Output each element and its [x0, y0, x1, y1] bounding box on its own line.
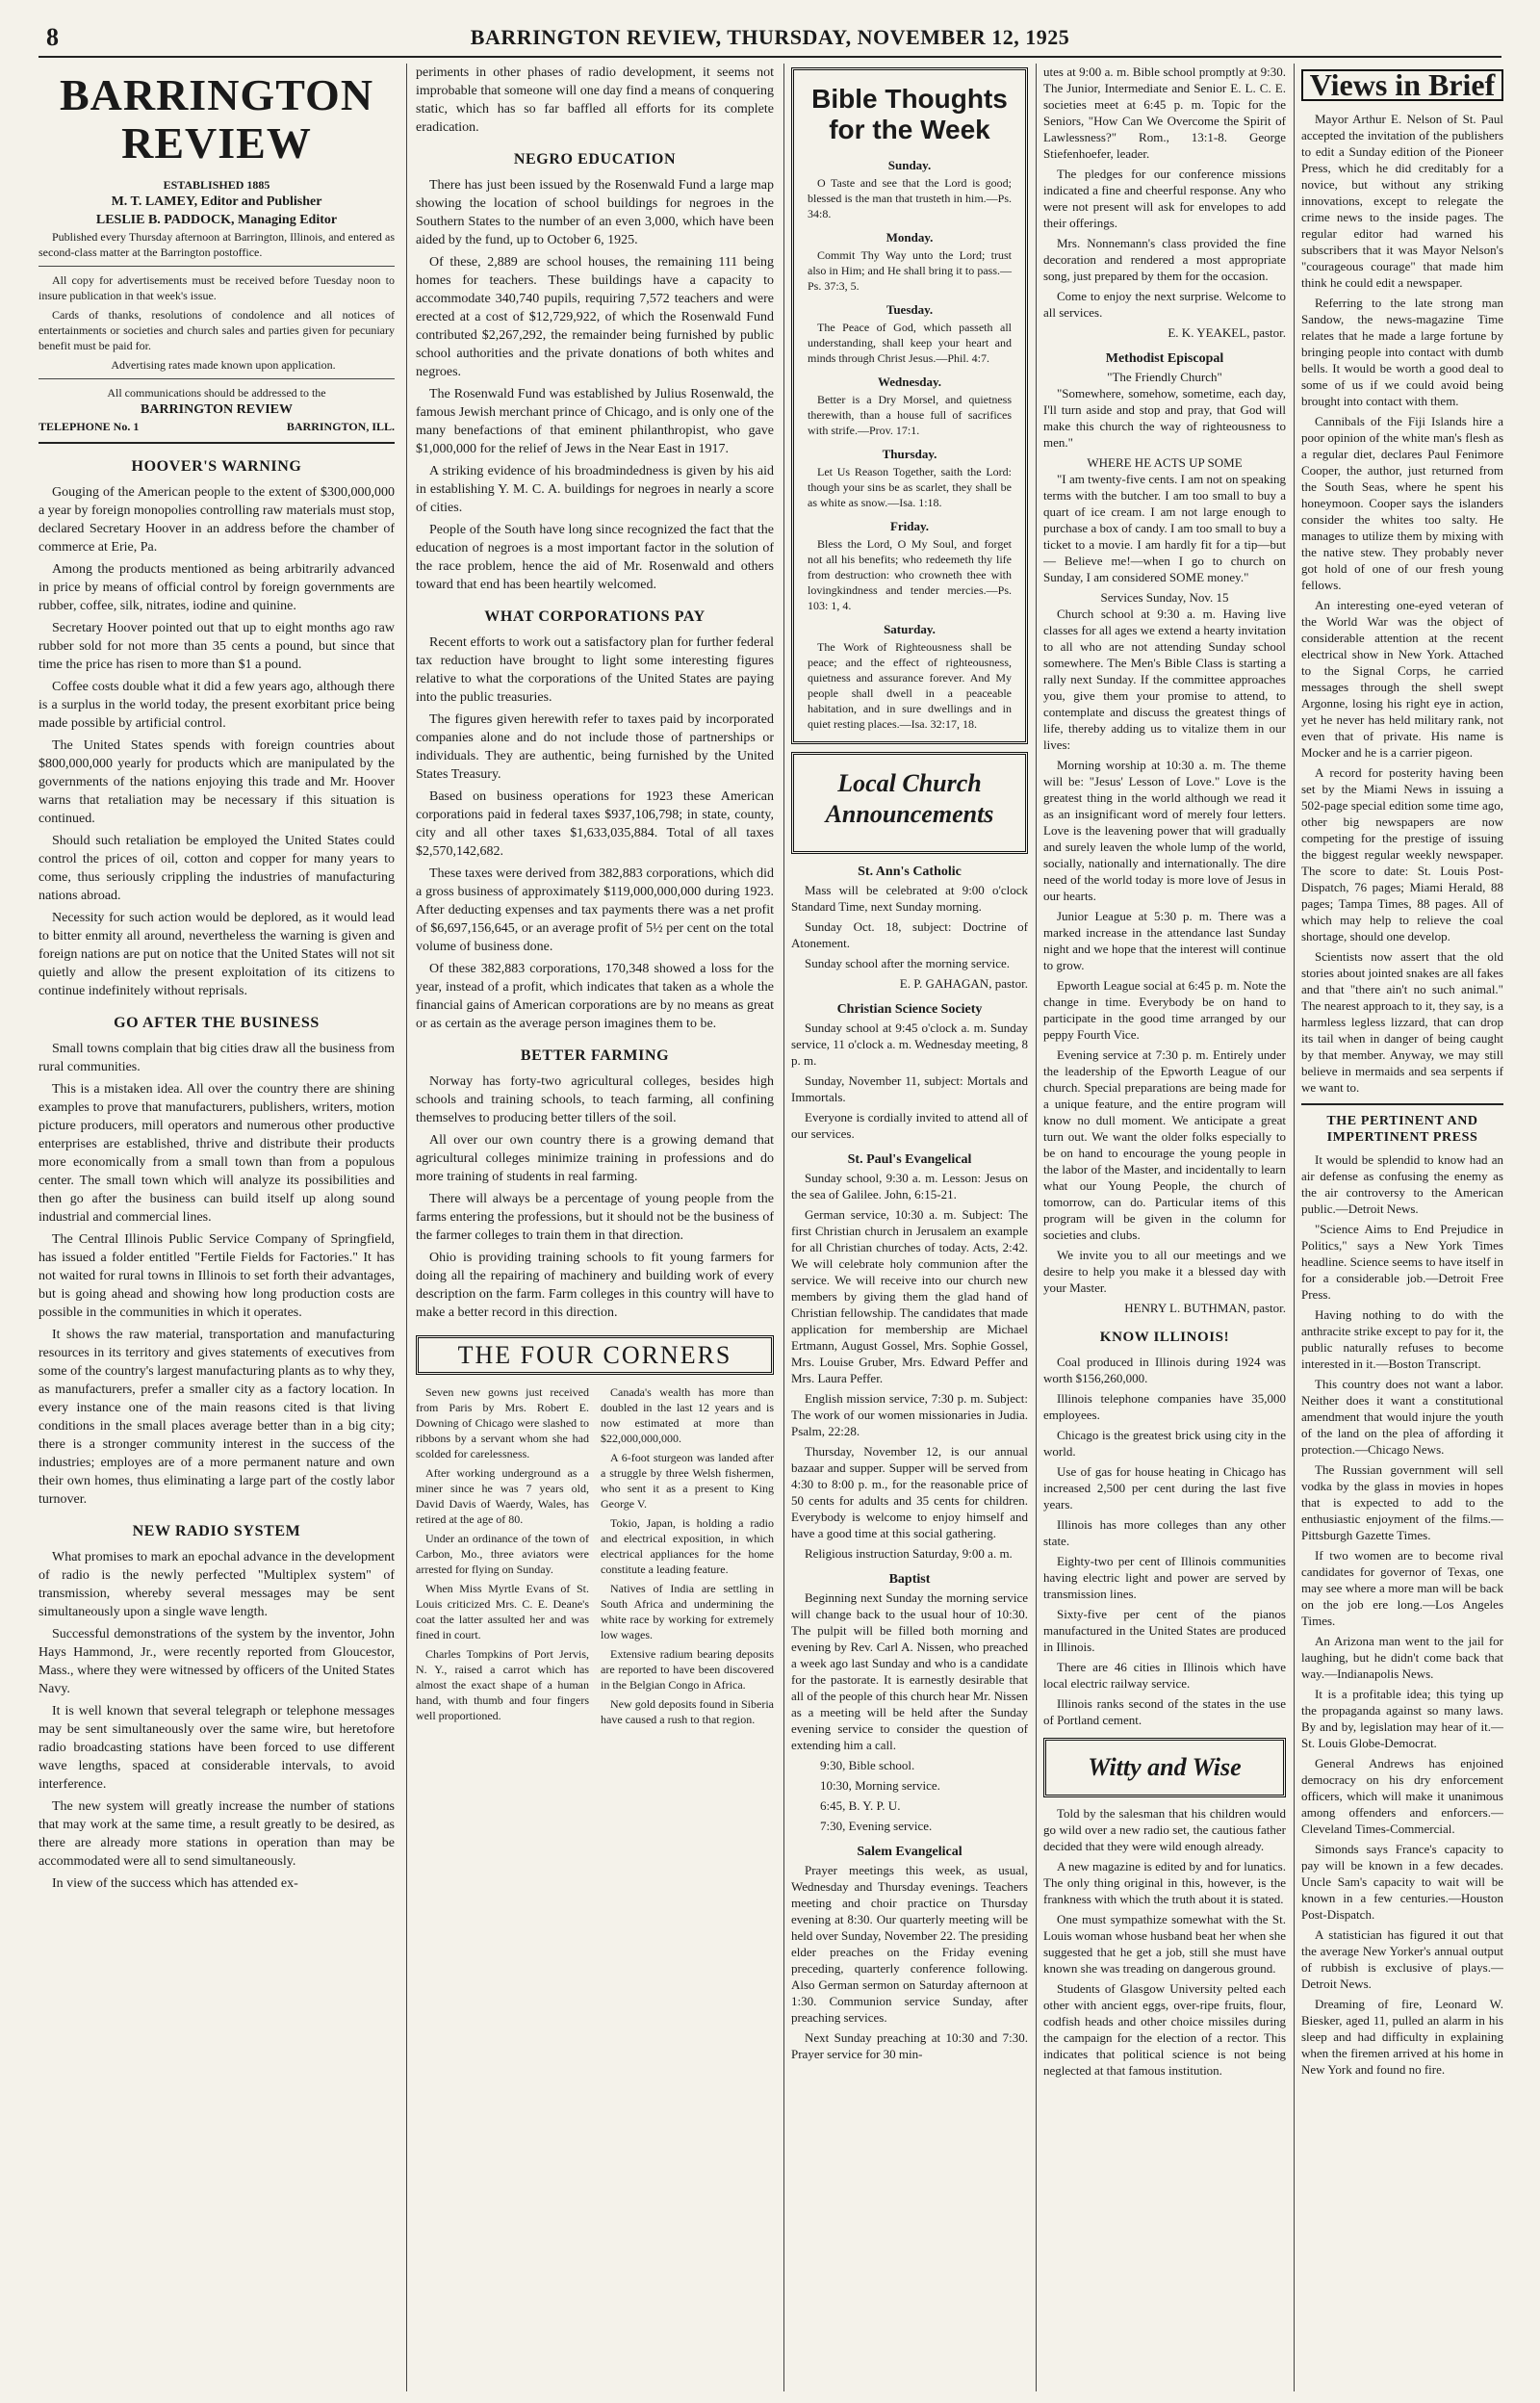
pertinent-item: Dreaming of fire, Leonard W. Biesker, aged 11, pulled an alarm in his sleep and had difficulty in explaining when the firemen arrived at his home in New York and found no fire. — [1301, 1997, 1503, 2077]
article-paragraph: In view of the success which has attended ex- — [52, 1876, 298, 1891]
verse-text: O Taste and see that the Lord is good; blessed is the man that trusteth in him.—Ps. 34:8. — [808, 176, 1012, 220]
article-paragraph: Ohio is providing training schools to fit young farmers for doing all the repairing of machinery and building work of every description on the farm. Farm colleges in this country will have to make a better record in this direction. — [416, 1251, 774, 1320]
brief-item: Natives of India are settling in South Africa and undermining the white race by working for extremely low wages. — [601, 1582, 774, 1641]
article-paragraph: It shows the raw material, transportation and manufacturing resources in its territory and gives statements of executives from some of the country's largest manufacturing plants as to why they, as manufacturers, prefer a smaller city as a factory location. In every instance one of the main reasons cited is that living conditions in the small places average better than in a big city; there is a stronger community interest in the success of the industries; employes are of a more permanent nature and own their own homes, thus eliminating a large part of the costly labor turnover. — [38, 1328, 395, 1507]
article-paragraph: All over our own country there is a growing demand that agricultural colleges minimize training in professions and do more training of students in real farming. — [416, 1133, 774, 1184]
verse-text: Better is a Dry Morsel, and quietness therewith, than a house full of sacrifices with strife.—Prov. 17:1. — [808, 393, 1012, 437]
church-paragraph: We invite you to all our meetings and we desire to help you make it a blessed day with your Master. — [1043, 1248, 1286, 1295]
brief-item: After working underground as a miner since he was 7 years old, David Davis of Waerdy, Wales, has retired at the age of 80. — [416, 1466, 589, 1526]
brief-item: A 6-foot sturgeon was landed after a struggle by three Welsh fishermen, who sent it as a present to King George V. — [601, 1451, 774, 1511]
masthead-address-note: All communications should be addressed to the — [107, 386, 326, 400]
church-signature: HENRY L. BUTHMAN, pastor. — [1124, 1301, 1286, 1315]
witty-wise-list — [1043, 1805, 1286, 2079]
masthead-address-name: BARRINGTON REVIEW — [140, 402, 294, 417]
brief-item: Charles Tompkins of Port Jervis, N. Y., raised a carrot which has almost the exact shape of a human hand, with thumb and four fingers well proportioned. — [416, 1647, 589, 1722]
pertinent-item: An Arizona man went to the jail for laughing, but he didn't come back that way.—Indianapolis News. — [1301, 1634, 1503, 1681]
article-paragraph: This is a mistaken idea. All over the country there are shining examples to prove that manufacturers, publishers, writers, motion picture producers, mill operators and numerous other productive enterprises are established, thrive and distribute their products more economically from a small town than from a populous center. The small town which will analyze its possibilities and then go after the business can build itself up along sound industrial and commercial lines. — [38, 1082, 395, 1225]
church-schedule-line: 10:30, Morning service. — [820, 1778, 940, 1793]
church-paragraph: utes at 9:00 a. m. Bible school promptly at 9:30. The Junior, Intermediate and Senior E. L. C. E. societies meet at 6:45 p. m. Topic for the Seniors, "How Can We Overcome the Spirit of Lawlessness?" Rom., 13:1-8. George Stiefenhoefer, leader. — [1043, 65, 1286, 161]
church-paragraph: Sunday Oct. 18, subject: Doctrine of Atonement. — [791, 919, 1028, 950]
church-paragraph: Sunday, November 11, subject: Mortals and Immortals. — [791, 1073, 1028, 1104]
illinois-fact: Illinois ranks second of the states in the use of Portland cement. — [1043, 1696, 1286, 1727]
illinois-fact: Illinois has more colleges than any other state. — [1043, 1517, 1286, 1548]
brief-item: When Miss Myrtle Evans of St. Louis criticized Mrs. C. E. Deane's coat the latter assulted her and was fined in court. — [416, 1582, 589, 1641]
church-signature: E. P. GAHAGAN, pastor. — [899, 976, 1028, 991]
article-paragraph: Should such retaliation be employed the United States could control the prices of oil, cotton and copper for many years to come, thus seriously crippling the industries of manufacturing nations abroad. — [38, 834, 395, 903]
article-heading: THE PERTINENT AND IMPERTINENT PRESS — [1326, 1114, 1478, 1145]
article-paragraph: The Rosenwald Fund was established by Julius Rosenwald, the famous Jewish merchant prince of Chicago, and is only one of the many benefactions of that eminent philanthropist, who gave $1,000,000 for the relief of Jews in the Near East in 1917. — [416, 387, 774, 456]
pertinent-item: Having nothing to do with the anthracite strike except to pay for it, the public naturally refuses to become interested in it.—Boston Transcript. — [1301, 1307, 1503, 1371]
masthead-title: BARRINGTON REVIEW — [59, 70, 374, 168]
witty-item: One must sympathize somewhat with the St. Louis woman whose husband beat her when she suggested that he get a job, still she must have known she was treading on dangerous ground. — [1043, 1912, 1286, 1976]
illinois-fact: Use of gas for house heating in Chicago has increased 2,500 per cent during the last five years. — [1043, 1464, 1286, 1512]
masthead-rates-note: Advertising rates made known upon application. — [111, 358, 336, 372]
verse-day: Monday. — [886, 230, 934, 245]
article-heading: NEW RADIO SYSTEM — [132, 1523, 301, 1539]
column-3 — [791, 64, 1028, 2391]
brief-item: Tokio, Japan, is holding a radio and electrical exposition, in which electrical appliances for the home constitute a leading feature. — [601, 1516, 774, 1576]
column-rule — [783, 64, 784, 2391]
church-paragraph: English mission service, 7:30 p. m. Subject: The work of our women missionaries in Judia. Psalm, 22:28. — [791, 1391, 1028, 1438]
church-paragraph: Beginning next Sunday the morning service will change back to the usual hour of 10:30. The pulpit will be filled both morning and evening by Rev. Carl A. Nissen, who preached a week ago last Sunday and who is a candidate for the pastorate. It is earnestly desirable that all of the people of this church hear Mr. Nissen as a meeting will be held after the Sunday evening service to consider the question of extending him a call. — [791, 1590, 1028, 1752]
article-paragraph: The Central Illinois Public Service Company of Springfield, has issued a folder entitled "Fertile Fields for Factories." It has not waited for rural towns in Illinois to set forth their advantages, but is going ahead and showing how long production costs are possible in the communities in which it operates. — [38, 1232, 395, 1320]
church-paragraph: Morning worship at 10:30 a. m. The theme will be: "Jesus' Lesson of Love." Love is the greatest thing in the world although we read it as an insignificant word of merely four letters. Love is the leavening power that will gradually and surely leaven the whole lump of the world, socially, nationally and internationally. The dire need of the world today is more love of Jesus in our hearts. — [1043, 758, 1286, 903]
pertinent-list — [1301, 1151, 1503, 2078]
church-paragraph: Sunday school after the morning service. — [805, 956, 1010, 970]
article-paragraph: Of these, 2,889 are school houses, the remaining 111 being homes for teachers. These buildings have a capacity to accommodate 340,740 pupils, requiring 7,572 teachers and were erected at a cost of $12,729,922, of which the Rosenwald Fund contributed $2,267,292, the remainder being furnished by public school authorities and the private donations of both whites and negroes. — [416, 255, 774, 379]
article-heading: GO AFTER THE BUSINESS — [114, 1015, 320, 1031]
church-paragraph: Church school at 9:30 a. m. Having live classes for all ages we extend a hearty invitation to all who are not attending Sunday school somewhere. The Men's Bible Class is starting a rally next Sunday. If the committee approaches you, give them your promise to attend, to contemplate and discuss the greatest things of life, thereby adding us to vitalize them in our lives: — [1043, 607, 1286, 752]
verse-day: Thursday. — [882, 447, 937, 461]
pertinent-item: General Andrews has enjoined democracy on his dry enforcement officers, which will make it unanimous among offenders and enforcers.—Cleveland Times-Commercial. — [1301, 1756, 1503, 1836]
article-paragraph: There will always be a percentage of young people from the farms entering the professions, but it should not be the business of the farmer colleges to train them in that direction. — [416, 1192, 774, 1243]
article-paragraph: It is well known that several telegraph or telephone messages may be sent simultaneously over the same wire, but heretofore radio broadcasting stations have been forced to use different wave lengths, spaced at considerable intervals, to avoid interference. — [38, 1704, 395, 1792]
divider — [38, 378, 395, 379]
church-paragraph: Epworth League social at 6:45 p. m. Note the change in time. Everybody be on hand to participate in the good time arranged by our peppy Fourth Vice. — [1043, 978, 1286, 1042]
verse-list — [808, 157, 1012, 732]
views-item: Referring to the late strong man Sandow, the news-magazine Time relates that he made a large fortune by bringing people into contact with dumb bells. It would be worth a good deal to some of us if we could avoid being brought into contact with them. — [1301, 296, 1503, 408]
article-paragraph: Small towns complain that big cities draw all the business from rural communities. — [38, 1042, 395, 1074]
church-paragraph: Come to enjoy the next surprise. Welcome to all services. — [1043, 289, 1286, 320]
masthead-copy-note: All copy for advertisements must be received before Tuesday noon to insure publication in that week's issue. — [38, 273, 395, 302]
verse-day: Sunday. — [887, 158, 932, 172]
witty-item: Students of Glasgow University pelted each other with ancient eggs, over-ripe fruits, flour, codfish heads and other choice missiles during the campaign for the election of a rector. This indicates that political science is not being neglected at that famous institution. — [1043, 1981, 1286, 2078]
article-paragraph: People of the South have long since recognized the fact that the education of negroes is a most important factor in the solution of the race problem, hence the aid of Mr. Rosenwald and others toward that end has been heartily welcomed. — [416, 523, 774, 592]
bible-thoughts-title: Bible Thoughts for the Week — [811, 84, 1008, 144]
article-paragraph: Secretary Hoover pointed out that up to eight months ago raw rubber sold for not more than 35 cents a pound, but since that time the price has risen to more than $1 a pound. — [38, 621, 395, 672]
pertinent-item: It would be splendid to know had an air defense as confusing the enemy as the air controversy to the American public.—Detroit News. — [1301, 1152, 1503, 1216]
illinois-fact: Chicago is the greatest brick using city in the world. — [1043, 1428, 1286, 1459]
column-rule — [406, 64, 407, 2391]
verse-text: The Work of Righteousness shall be peace; and the effect of righteousness, quietness and assurance forever. And My people shall dwell in a peaceable habitation, and in sure dwellings and in quiet resting places.—Isa. 32:17, 18. — [808, 640, 1012, 731]
witty-item: Told by the salesman that his children would go wild over a new radio set, the cautious father decided that they were wild enough already. — [1043, 1806, 1286, 1853]
views-item: A record for posterity having been set by the Miami News in issuing a 502-page special edition some time ago, other big newspapers are now competing for the prestige of issuing the biggest regular weekly newspaper. The score to date: St. Louis Post-Dispatch, 76 pages; Miami Herald, 88 pages; Tampa Times, 88 pages. All of which may help to relieve the coal shortage, should one develop. — [1301, 765, 1503, 943]
poem-title: WHERE HE ACTS UP SOME — [1087, 455, 1243, 470]
article-paragraph: What promises to mark an epochal advance in the development of radio is the newly perfected "Multiplex system" of transmission, whereby several messages may be sent simultaneously upon a single wave length. — [38, 1550, 395, 1619]
church-paragraph: Thursday, November 12, is our annual bazaar and supper. Supper will be served from 4:30 to 8:00 p. m., for the reasonable price of 50 cents for adults and 35 cents for children. Everybody is welcome to enjoy himself and have a good time at this social gathering. — [791, 1444, 1028, 1540]
church-subheading: "The Friendly Church" — [1107, 370, 1222, 384]
four-corners-left-column — [416, 1384, 589, 1731]
church-paragraph: Mass will be celebrated at 9:00 o'clock Standard Time, next Sunday morning. — [791, 883, 1028, 914]
masthead-managing-editor: LESLIE B. PADDOCK, Managing Editor — [95, 213, 338, 227]
pertinent-item: This country does not want a labor. Neither does it want a constitutional amendment that would injure the youth of the land on the plea of affording it protection.—Chicago News. — [1301, 1377, 1503, 1457]
local-church-title: Local Church Announcements — [825, 769, 994, 828]
church-paragraph: Next Sunday preaching at 10:30 and 7:30. Prayer service for 30 min- — [791, 2030, 1028, 2061]
four-corners-title: THE FOUR CORNERS — [416, 1335, 774, 1375]
church-paragraph: "I am twenty-five cents. I am not on speaking terms with the butcher. I am too small to buy a quart of ice cream. I am not large enough to purchase a box of candy. I am too small to buy a ticket to a movie. I am hardly fit for a tip—but— Believe me!—when I go to church on Sunday, I am considered SOME money." — [1043, 472, 1286, 584]
article-paragraph: Based on business operations for 1923 these American corporations paid in federal taxes $937,106,798; in state, county, city and all other taxes $1,633,035,884. Total of all taxes $2,570,142,682. — [416, 789, 774, 859]
verse-text: Commit Thy Way unto the Lord; trust also in Him; and He shall bring it to pass.—Ps. 37:3, 5. — [808, 248, 1012, 293]
views-item: Cannibals of the Fiji Islands hire a poor opinion of the white man's flesh as a regular diet, declares Paul Fenimore Cooper, the author, just returned from the South Seas, where he spent his honeymoon. Cooper says the islanders consider the whites too salty. He manages to utilize them by mixing with the native stew. They probably never got hold of one of our fresh young fellows. — [1301, 414, 1503, 592]
article-paragraph: These taxes were derived from 382,883 corporations, which did a gross business of approximately $119,000,000,000 during 1923. After deducting expenses and tax payments there was a net profit of $6,697,156,645, or an average profit of 5½ per cent on the total volume of business done. — [416, 866, 774, 954]
article-heading: KNOW ILLINOIS! — [1099, 1330, 1230, 1345]
column-2 — [416, 64, 774, 2391]
illinois-fact: Sixty-five per cent of the pianos manufactured in the United States are produced in Illinois. — [1043, 1607, 1286, 1654]
church-paragraph: German service, 10:30 a. m. Subject: The first Christian church in Jerusalem an example for all Christian churches of today. Acts, 2:42. We will celebrate holy communion after the service. We will receive into our church new members by giving them the glad hand of Christian fellowship. The candidates that made application for membership are Michael Ertmann, August Gossel, Mrs. Sophie Gossel, Mrs. Louise Gruber, Mrs. Edward Peffer and Mrs. Laura Peffer. — [791, 1207, 1028, 1385]
verse-text: Let Us Reason Together, saith the Lord: though your sins be as scarlet, they shall be as white as snow.—Isa. 1:18. — [808, 465, 1012, 509]
running-head-title: BARRINGTON REVIEW, THURSDAY, NOVEMBER 12, 1925 — [470, 25, 1070, 49]
pertinent-item: "Science Aims to End Prejudice in Politics," says a New York Times headline. Science seems to have itself in for a considerable job.—Detroit Free Press. — [1301, 1222, 1503, 1302]
church-heading: Methodist Episcopal — [1105, 351, 1224, 366]
verse-text: The Peace of God, which passeth all understanding, shall keep your heart and minds through Christ Jesus.—Phil. 4:7. — [808, 321, 1012, 365]
pertinent-item: Simonds says France's capacity to pay will be known in a few decades. Uncle Sam's capacity to wait will be known in a few centuries.—Houston Post-Dispatch. — [1301, 1842, 1503, 1922]
article-paragraph: Gouging of the American people to the extent of $300,000,000 a year by foreign monopolies controlling raw materials must stop, declared Secretary Hoover in an address before the chamber of commerce at Erie, Pa. — [38, 485, 395, 555]
church-paragraph: Sunday school, 9:30 a. m. Lesson: Jesus on the sea of Galilee. John, 6:15-21. — [791, 1171, 1028, 1202]
pertinent-item: A statistician has figured it out that the average New Yorker's annual output of rubbish is exclusive of plays.—Detroit News. — [1301, 1927, 1503, 1991]
brief-item: New gold deposits found in Siberia have caused a rush to that region. — [601, 1697, 774, 1726]
column-5 — [1301, 64, 1503, 2391]
column-rule — [1036, 64, 1037, 2391]
local-church-box — [791, 752, 1028, 854]
article-paragraph: periments in other phases of radio development, it seems not improbable that someone will one day find a means of conquering static, which has so far baffled all efforts for its complete eradication. — [416, 65, 774, 135]
church-signature: E. K. YEAKEL, pastor. — [1168, 325, 1286, 340]
verse-day: Tuesday. — [886, 302, 934, 317]
four-corners-grid — [416, 1384, 774, 1731]
church-paragraph: Evening service at 7:30 p. m. Entirely under the leadership of the Epworth League of our church. Special preparations are being made for a unique feature, and the entire program will know no dull moment. We anticipate a great turn out. We want the older folks especially to be on hand to encourage the young people in the labor of the Master, and incidentally to learn what our Young People, the church of tomorrow, can do. Particular items of this program will be given in the column for societies and clubs. — [1043, 1047, 1286, 1242]
masthead-editor: M. T. LAMEY, Editor and Publisher — [111, 194, 322, 209]
article-heading: NEGRO EDUCATION — [513, 151, 677, 168]
pertinent-item: If two women are to become rival candidates for governor of Texas, one may see where a more man will be back on the job ere long.—Los Angeles Times. — [1301, 1548, 1503, 1628]
column-rule — [1294, 64, 1295, 2391]
verse-day: Saturday. — [884, 622, 936, 636]
church-schedule-line: 9:30, Bible school. — [820, 1758, 915, 1772]
church-heading: St. Paul's Evangelical — [847, 1152, 972, 1167]
church-heading: Baptist — [888, 1572, 931, 1587]
church-paragraph: "Somewhere, somehow, sometime, each day, I'll turn aside and stop and pray, that God will make this church the way of righteousness to men." — [1043, 386, 1286, 450]
witty-wise-box — [1043, 1738, 1286, 1797]
verse-day: Wednesday. — [877, 375, 942, 389]
church-schedule-line: 6:45, B. Y. P. U. — [820, 1798, 901, 1813]
church-heading: Salem Evangelical — [857, 1845, 962, 1859]
divider — [38, 266, 395, 267]
church-schedule-line: 7:30, Evening service. — [820, 1819, 933, 1833]
article-paragraph: The figures given herewith refer to taxes paid by incorporated companies alone and do not include those of partnerships or individuals. They are authentic, being furnished by the United States Treasury. — [416, 712, 774, 782]
witty-item: A new magazine is edited by and for lunatics. The only thing original in this, however, is the frankness with which the truth about it is stated. — [1043, 1859, 1286, 1906]
article-paragraph: The United States spends with foreign countries about $800,000,000 yearly for products which are manipulated by the governments of the nations enjoying this trade and Mr. Hoover warns that retaliation may be necessary if this situation is continued. — [38, 738, 395, 826]
article-paragraph: A striking evidence of his broadmindedness is given by his aid in establishing Y. M. C. A. buildings for negroes in nearly a score of cities. — [416, 464, 774, 515]
column-4 — [1043, 64, 1286, 2391]
column-1 — [38, 64, 395, 2391]
church-paragraph: The pledges for our conference missions indicated a fine and cheerful response. Any who were not present will ask for envelopes to add their offerings. — [1043, 167, 1286, 230]
divider — [1301, 1103, 1503, 1105]
views-in-brief-title: Views in Brief — [1301, 69, 1503, 101]
church-paragraph: Prayer meetings this week, as usual, Wednesday and Thursday evenings. Teachers meeting and choir practice on Thursday evening at 8:30. Our quarterly meeting will be held over Sunday, November 22. The presiding elder preaches on the Friday evening preceding, quarterly conference following. Also German sermon on Saturday afternoon at 1:30. Communion service Sunday, after preaching services. — [791, 1863, 1028, 2025]
church-heading: St. Ann's Catholic — [858, 865, 962, 879]
article-paragraph: Norway has forty-two agricultural colleges, besides high schools and training schools, to teach farming, all confining themselves to producing better tillers of the soil. — [416, 1074, 774, 1125]
church-paragraph: Religious instruction Saturday, 9:00 a. m. — [805, 1546, 1013, 1561]
article-paragraph: Successful demonstrations of the system by the inventor, John Hays Hammond, Jr., were recently reported from Gloucestor, Mass., where they were witnessed by officers of the United States Navy. — [38, 1627, 395, 1696]
masthead-telephone: TELEPHONE No. 1 — [38, 420, 140, 433]
church-heading: Christian Science Society — [836, 1002, 983, 1017]
brief-item: Extensive radium bearing deposits are reported to have been discovered in the Belgian Congo in Africa. — [601, 1647, 774, 1692]
pertinent-item: The Russian government will sell vodka by the glass in movies in hopes that is expected to add to the enthusiastic enjoyment of the films.—Pittsburgh Gazette Times. — [1301, 1462, 1503, 1542]
article-heading: HOOVER'S WARNING — [131, 458, 302, 475]
page-number: 8 — [46, 23, 59, 51]
masthead-established: ESTABLISHED 1885 — [163, 178, 270, 192]
illinois-fact: There are 46 cities in Illinois which have local electric railway service. — [1043, 1660, 1286, 1691]
article-heading: BETTER FARMING — [520, 1047, 670, 1064]
article-heading: WHAT CORPORATIONS PAY — [484, 608, 706, 625]
article-paragraph: Necessity for such action would be deplored, as it would lead to bitter enmity all around, nevertheless the warning is given and foreign nations are put on notice that the United States will not sit quietly and allow the present exploitation of its citizens to continue indefinitely without reprisals. — [38, 911, 395, 998]
illinois-fact: Coal produced in Illinois during 1924 was worth $156,260,000. — [1043, 1355, 1286, 1385]
views-item: Mayor Arthur E. Nelson of St. Paul accepted the invitation of the publishers to edit a Sunday edition of the Pioneer Press, which he did creditably for a novice, but without any striking innovations, except to relegate the crime news to the inside pages. The regular editor had warned his subscribers that it was Mayor Nelson's "courageous courage" that made him think he could edit a newspaper. — [1301, 112, 1503, 290]
witty-wise-title: Witty and Wise — [1088, 1753, 1242, 1781]
article-paragraph: Of these 382,883 corporations, 170,348 showed a loss for the year, instead of a profit, which indicates that taken as a whole the financial gains of American corporations are by no means as great or as certain as the average person imagines them to be. — [416, 962, 774, 1031]
divider — [38, 442, 395, 444]
brief-item: Seven new gowns just received from Paris by Mrs. Robert E. Downing of Chicago were slashed to ribbons by a servant whom she had scolded for carelessness. — [416, 1385, 589, 1460]
illinois-fact: Illinois telephone companies have 35,000 employees. — [1043, 1391, 1286, 1422]
masthead-cards-note: Cards of thanks, resolutions of condolence and all notices of entertainments or societies and church sales and parties given for pecuniary benefit must be paid for. — [38, 308, 395, 352]
views-item: An interesting one-eyed veteran of the World War was the object of considerable attention at the recent electrical show in New York. Attached to the Signal Corps, he carried messages through the shell swept Argonne, losing his right eye in action, yet he never has held military rank, not even that of private. His name is Mocker and he is a carrier pigeon. — [1301, 598, 1503, 760]
masthead-contact-line — [38, 419, 395, 434]
illinois-fact: Eighty-two per cent of Illinois communities having electric light and power are served by transmission lines. — [1043, 1554, 1286, 1601]
pertinent-item: It is a profitable idea; this tying up the propaganda against so many laws. By and by, legislation may hear of it.—St. Louis Globe-Democrat. — [1301, 1687, 1503, 1750]
brief-item: Under an ordinance of the town of Carbon, Mo., three aviators were arrested for flying on Sunday. — [416, 1532, 589, 1576]
running-head — [38, 17, 1502, 58]
views-item: Scientists now assert that the old stories about jointed snakes are all fakes and that "there ain't no such animal." The nearest approach to it, they say, is a harmless legless lizzard, that can drop its tail when in danger of being caught by that member. Anyway, we may still believe in mermaids and sea serpents if we want to. — [1301, 949, 1503, 1095]
church-paragraph: Everyone is cordially invited to attend all of our services. — [791, 1110, 1028, 1141]
masthead-published-note: Published every Thursday afternoon at Barrington, Illinois, and entered as second-class matter at the Barrington postoffice. — [38, 230, 395, 259]
four-corners-right-column — [601, 1384, 774, 1731]
services-heading: Services Sunday, Nov. 15 — [1100, 590, 1229, 605]
article-paragraph: Among the products mentioned as being arbitrarily advanced in price by means of official control by foreign governments are rubber, coffee, silk, nitrates, iodine and quinine. — [38, 562, 395, 613]
church-paragraph: Sunday school at 9:45 o'clock a. m. Sunday service, 11 o'clock a. m. Wednesday meeting, 8 p. m. — [791, 1021, 1028, 1068]
article-paragraph: Recent efforts to work out a satisfactory plan for further federal tax reduction have brought to light some interesting figures relative to what the corporations of the United States are paying into the public treasuries. — [416, 635, 774, 705]
verse-day: Friday. — [889, 519, 930, 533]
article-paragraph: There has just been issued by the Rosenwald Fund a large map showing the location of school buildings for negroes in the Southern States to the number of an even 3,000, which have been aided by the fund, up to October 6, 1925. — [416, 178, 774, 247]
brief-item: Canada's wealth has more than doubled in the last 12 years and is now estimated at more than $22,000,000,000. — [601, 1385, 774, 1445]
church-paragraph: Mrs. Nonnemann's class provided the fine decoration and rendered a most appropriate song, just prepared by them for the occasion. — [1043, 236, 1286, 283]
verse-text: Bless the Lord, O My Soul, and forget not all his benefits; who redeemeth thy life from destruction: who crowneth thee with lovingkindness and tender mercies.—Ps. 103: 1, 4. — [808, 537, 1012, 612]
illinois-facts-list — [1043, 1354, 1286, 1728]
views-list — [1301, 111, 1503, 1096]
church-paragraph: Junior League at 5:30 p. m. There was a marked increase in the attendance last Sunday night and we hope that the interest will continue to grow. — [1043, 909, 1286, 972]
article-paragraph: Coffee costs double what it did a few years ago, although there is a surplus in the world today, the present exorbitant price being made possible by artificial control. — [38, 680, 395, 731]
article-paragraph: The new system will greatly increase the number of stations that may work at the same time, a result greatly to be desired, as there are already more stations in operation than may be accommodated were all to send simultaneously. — [38, 1799, 395, 1869]
masthead-town: BARRINGTON, ILL. — [286, 420, 395, 433]
bible-thoughts-box — [791, 67, 1028, 744]
